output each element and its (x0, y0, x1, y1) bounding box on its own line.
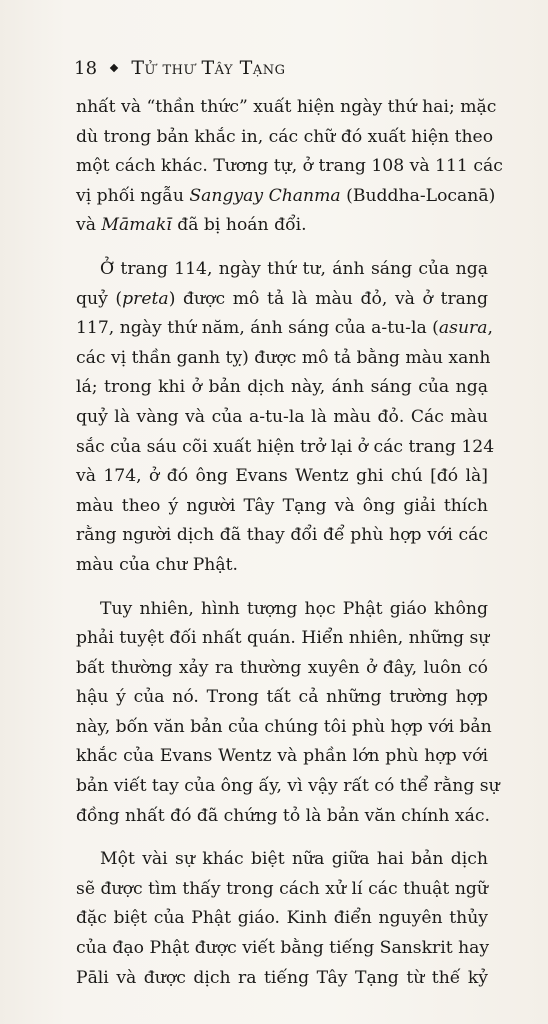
bullet-icon (110, 64, 118, 72)
text-line: nhất và “thần thức” xuất hiện ngày thứ hai; mặc (76, 97, 497, 117)
text-line: dù trong bản khắc in, các chữ đó xuất hiện theo (76, 126, 494, 147)
paragraph-3 (76, 595, 500, 832)
text-line: và Māmakī đã bị hoán đổi. (76, 215, 307, 236)
text-line: một cách khác. Tương tự, ở trang 108 và 111 các (76, 156, 503, 177)
book-title: Tử thư Tây Tạng (131, 57, 286, 79)
text-line: này, bốn văn bản của chúng tôi phù hợp với bản (76, 716, 492, 737)
text-line: của đạo Phật được viết bằng tiếng Sanskrit hay (76, 938, 490, 959)
text-line: Một vài sự khác biệt nữa giữa hai bản dịch (100, 849, 488, 870)
page-number: 18 (74, 57, 98, 79)
text-line: 117, ngày thứ năm, ánh sáng của a-tu-la (asura, (76, 318, 493, 339)
text-line: vị phối ngẫu Sangyay Chanma (Buddha-Locanā) (76, 185, 496, 206)
text-line: màu theo ý người Tây Tạng và ông giải thích (76, 495, 488, 516)
text-line: lá; trong khi ở bản dịch này, ánh sáng của ngạ (76, 377, 488, 398)
text-line: Tuy nhiên, hình tượng học Phật giáo không (100, 598, 488, 619)
paragraph-4 (76, 845, 488, 993)
text-line: Ở trang 114, ngày thứ tư, ánh sáng của ngạ (100, 258, 488, 279)
text-line: các vị thần ganh tỵ) được mô tả bằng màu xanh (76, 347, 491, 368)
text-line: phải tuyệt đối nhất quán. Hiển nhiên, những sự (76, 628, 490, 649)
text-line: và 174, ở đó ông Evans Wentz ghi chú [đó là] (76, 466, 488, 487)
text-line: Pāli và được dịch ra tiếng Tây Tạng từ thế kỷ (76, 967, 488, 988)
text-line: rằng người dịch đã thay đổi để phù hợp với các (76, 525, 488, 546)
text-line: hậu ý của nó. Trong tất cả những trường hợp (76, 687, 488, 708)
paragraph-2 (76, 255, 495, 581)
paragraph-1 (76, 93, 503, 241)
text-line: quỷ là vàng và của a-tu-la là màu đỏ. Các màu (76, 406, 488, 427)
text-line: khắc của Evans Wentz và phần lớn phù hợp với (76, 746, 488, 767)
body-text (76, 93, 503, 993)
text-line: bất thường xảy ra thường xuyên ở đây, luôn có (76, 657, 488, 678)
text-line: bản viết tay của ông ấy, vì vậy rất có thể rằng sự (76, 776, 500, 797)
text-line: màu của chư Phật. (76, 554, 238, 575)
text-line: sắc của sáu cõi xuất hiện trở lại ở các trang 124 (76, 436, 495, 457)
text-line: sẽ được tìm thấy trong cách xử lí các thuật ngữ (76, 878, 488, 899)
text-line: quỷ (preta) được mô tả là màu đỏ, và ở trang (76, 288, 489, 309)
running-header (74, 54, 285, 82)
text-line: đồng nhất đó đã chứng tỏ là bản văn chính xác. (76, 805, 490, 826)
text-line: đặc biệt của Phật giáo. Kinh điển nguyên thủy (76, 908, 488, 929)
